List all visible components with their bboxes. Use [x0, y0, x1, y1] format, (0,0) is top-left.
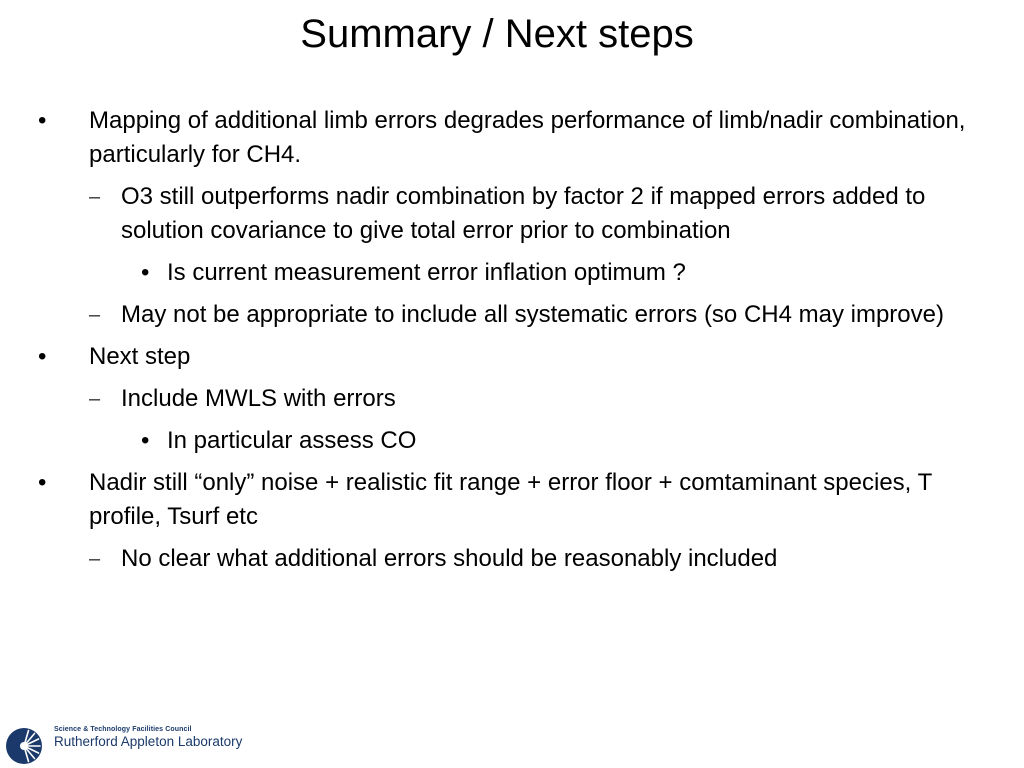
- dash-marker: –: [89, 186, 101, 208]
- sub-bullet-text: No clear what additional errors should be reasonably included: [121, 545, 778, 572]
- bullet-list: [0, 104, 1000, 576]
- bullet-text: Nadir still “only” noise + realistic fit range + error floor + comtaminant species, T profile, Tsurf etc: [89, 469, 932, 530]
- dash-marker: –: [89, 304, 101, 326]
- bullet-marker: •: [141, 259, 150, 286]
- bullet-text: Mapping of additional limb errors degrades performance of limb/nadir combination, particularly for CH4.: [89, 107, 966, 168]
- logo-lab-text: Rutherford Appleton Laboratory: [54, 734, 243, 749]
- bullet-text: Next step: [89, 343, 191, 370]
- sub-bullet-text: Include MWLS with errors: [121, 385, 396, 412]
- sub-bullet-item: [0, 298, 1000, 332]
- stfc-sunburst-logo-icon: [4, 722, 50, 768]
- sub-bullet-item: [0, 542, 1000, 576]
- sub-sub-bullet-text: Is current measurement error inflation optimum ?: [167, 259, 686, 286]
- sub-sub-bullet-item: [0, 256, 1000, 290]
- logo-council-text: Science & Technology Facilities Council: [54, 726, 192, 733]
- bullet-marker: •: [38, 469, 47, 496]
- bullet-marker: •: [38, 343, 47, 370]
- sub-sub-bullet-item: [0, 424, 1000, 458]
- sub-bullet-item: [0, 382, 1000, 416]
- sub-bullet-item: [0, 180, 1000, 248]
- bullet-marker: •: [38, 107, 47, 134]
- bullet-item: [0, 104, 1000, 172]
- bullet-item: [0, 340, 1000, 374]
- sub-sub-bullet-text: In particular assess CO: [167, 427, 417, 454]
- bullet-marker: •: [141, 427, 150, 454]
- sub-bullet-text: May not be appropriate to include all systematic errors (so CH4 may improve): [121, 301, 944, 328]
- bullet-item: [0, 466, 1000, 534]
- dash-marker: –: [89, 548, 101, 570]
- sub-bullet-text: O3 still outperforms nadir combination by factor 2 if mapped errors added to solution covariance to give total error prior to combination: [121, 183, 926, 244]
- stfc-logo: [4, 722, 254, 768]
- slide-title: Summary / Next steps: [300, 12, 694, 56]
- dash-marker: –: [89, 388, 101, 410]
